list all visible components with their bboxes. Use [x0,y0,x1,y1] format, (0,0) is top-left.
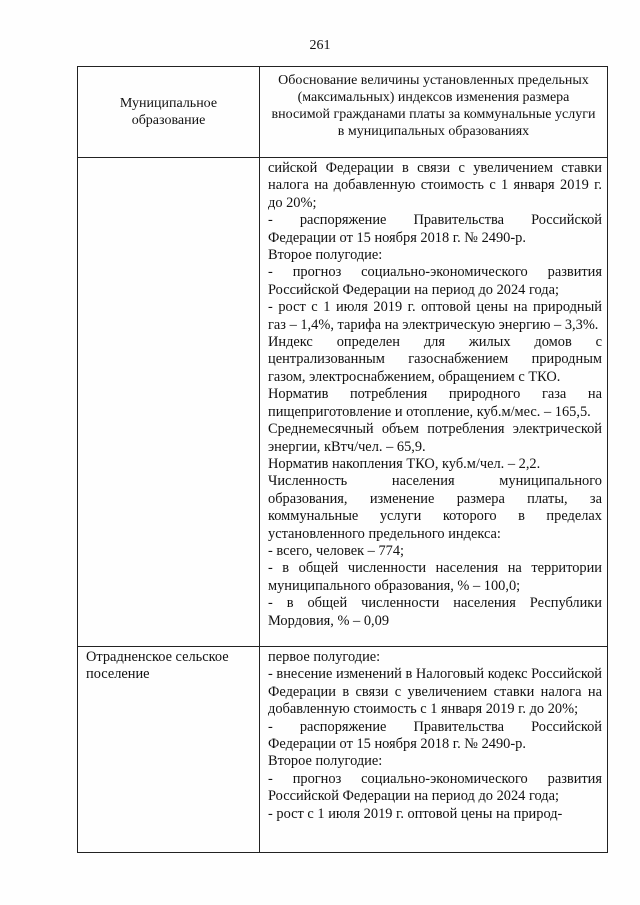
page-number: 261 [309,38,331,53]
header-justification [260,67,608,158]
header-justification-label: Обоснование величины установленных предельных (максимальных) индексов изменения размера вносимой гражданами платы за коммунальные услуги в муниципальных образованиях [271,73,596,139]
text-line: - распоряжение Правительства Российской Федерации от 15 ноября 2018 г. № 2490-р. [268,718,602,753]
text-line: Второе полугодие: [268,753,383,770]
municipality-cell [78,647,260,853]
municipality-name [78,158,259,160]
text-line: - в общей численности населения Республики Мордовия, % – 0,09 [268,595,602,629]
justification-cell [260,158,608,647]
table-row [78,158,608,647]
table-row [78,647,608,853]
text-line: - прогноз социально-экономического развития Российской Федерации на период до 2024 года; [268,770,602,805]
text-line: - рост с 1 июля 2019 г. оптовой цены на природ- [268,805,563,822]
text-line: - внесение изменений в Налоговый кодекс Российской Федерации в связи с увеличением ставки налога на добавленную стоимость с 1 января 2019 г. до 20%; [268,666,602,718]
text-line: - прогноз социально-экономического развития Российской Федерации на период до 2024 года; [268,264,602,298]
justification-text [260,647,607,823]
text-line: - рост с 1 июля 2019 г. оптовой цены на природный газ – 1,4%, тарифа на электрическую энергию – 3,3%. [268,299,602,333]
table-header-row [78,67,608,158]
text-line: Норматив накопления ТКО, куб.м/чел. – 2,2. [268,455,541,472]
text-line: Численность населения муниципального образования, изменение размера платы, за коммунальные услуги которого в пределах установленного предельного индекса: [268,473,602,542]
text-line: - в общей численности населения на территории муниципального образования, % – 100,0; [268,560,602,594]
tariff-justification-table [77,66,608,853]
text-line: Норматив потребления природного газа на пищеприготовление и отопление, куб.м/мес. – 165,5. [268,386,602,420]
text-line: Второе полугодие: [268,247,383,264]
municipality-cell [78,158,260,647]
header-municipality [78,67,260,158]
text-line: Среднемесячный объем потребления электрической энергии, кВтч/чел. – 65,9. [268,421,602,455]
text-line: сийской Федерации в связи с увеличением ставки налога на добавленную стоимость с 1 января 2019 г. до 20%; [268,160,602,211]
justification-text [260,158,607,630]
text-line: Индекс определен для жилых домов с централизованным газоснабжением природным газом, электроснабжением, обращением с ТКО. [268,334,602,385]
header-municipality-label: Муниципальное образование [119,96,218,128]
municipality-name: Отрадненское сельское поселение [86,649,229,683]
text-line: первое полугодие: [268,649,381,665]
justification-cell [260,647,608,853]
text-line: - распоряжение Правительства Российской Федерации от 15 ноября 2018 г. № 2490-р. [268,212,602,246]
text-line: - всего, человек – 774; [268,542,405,559]
